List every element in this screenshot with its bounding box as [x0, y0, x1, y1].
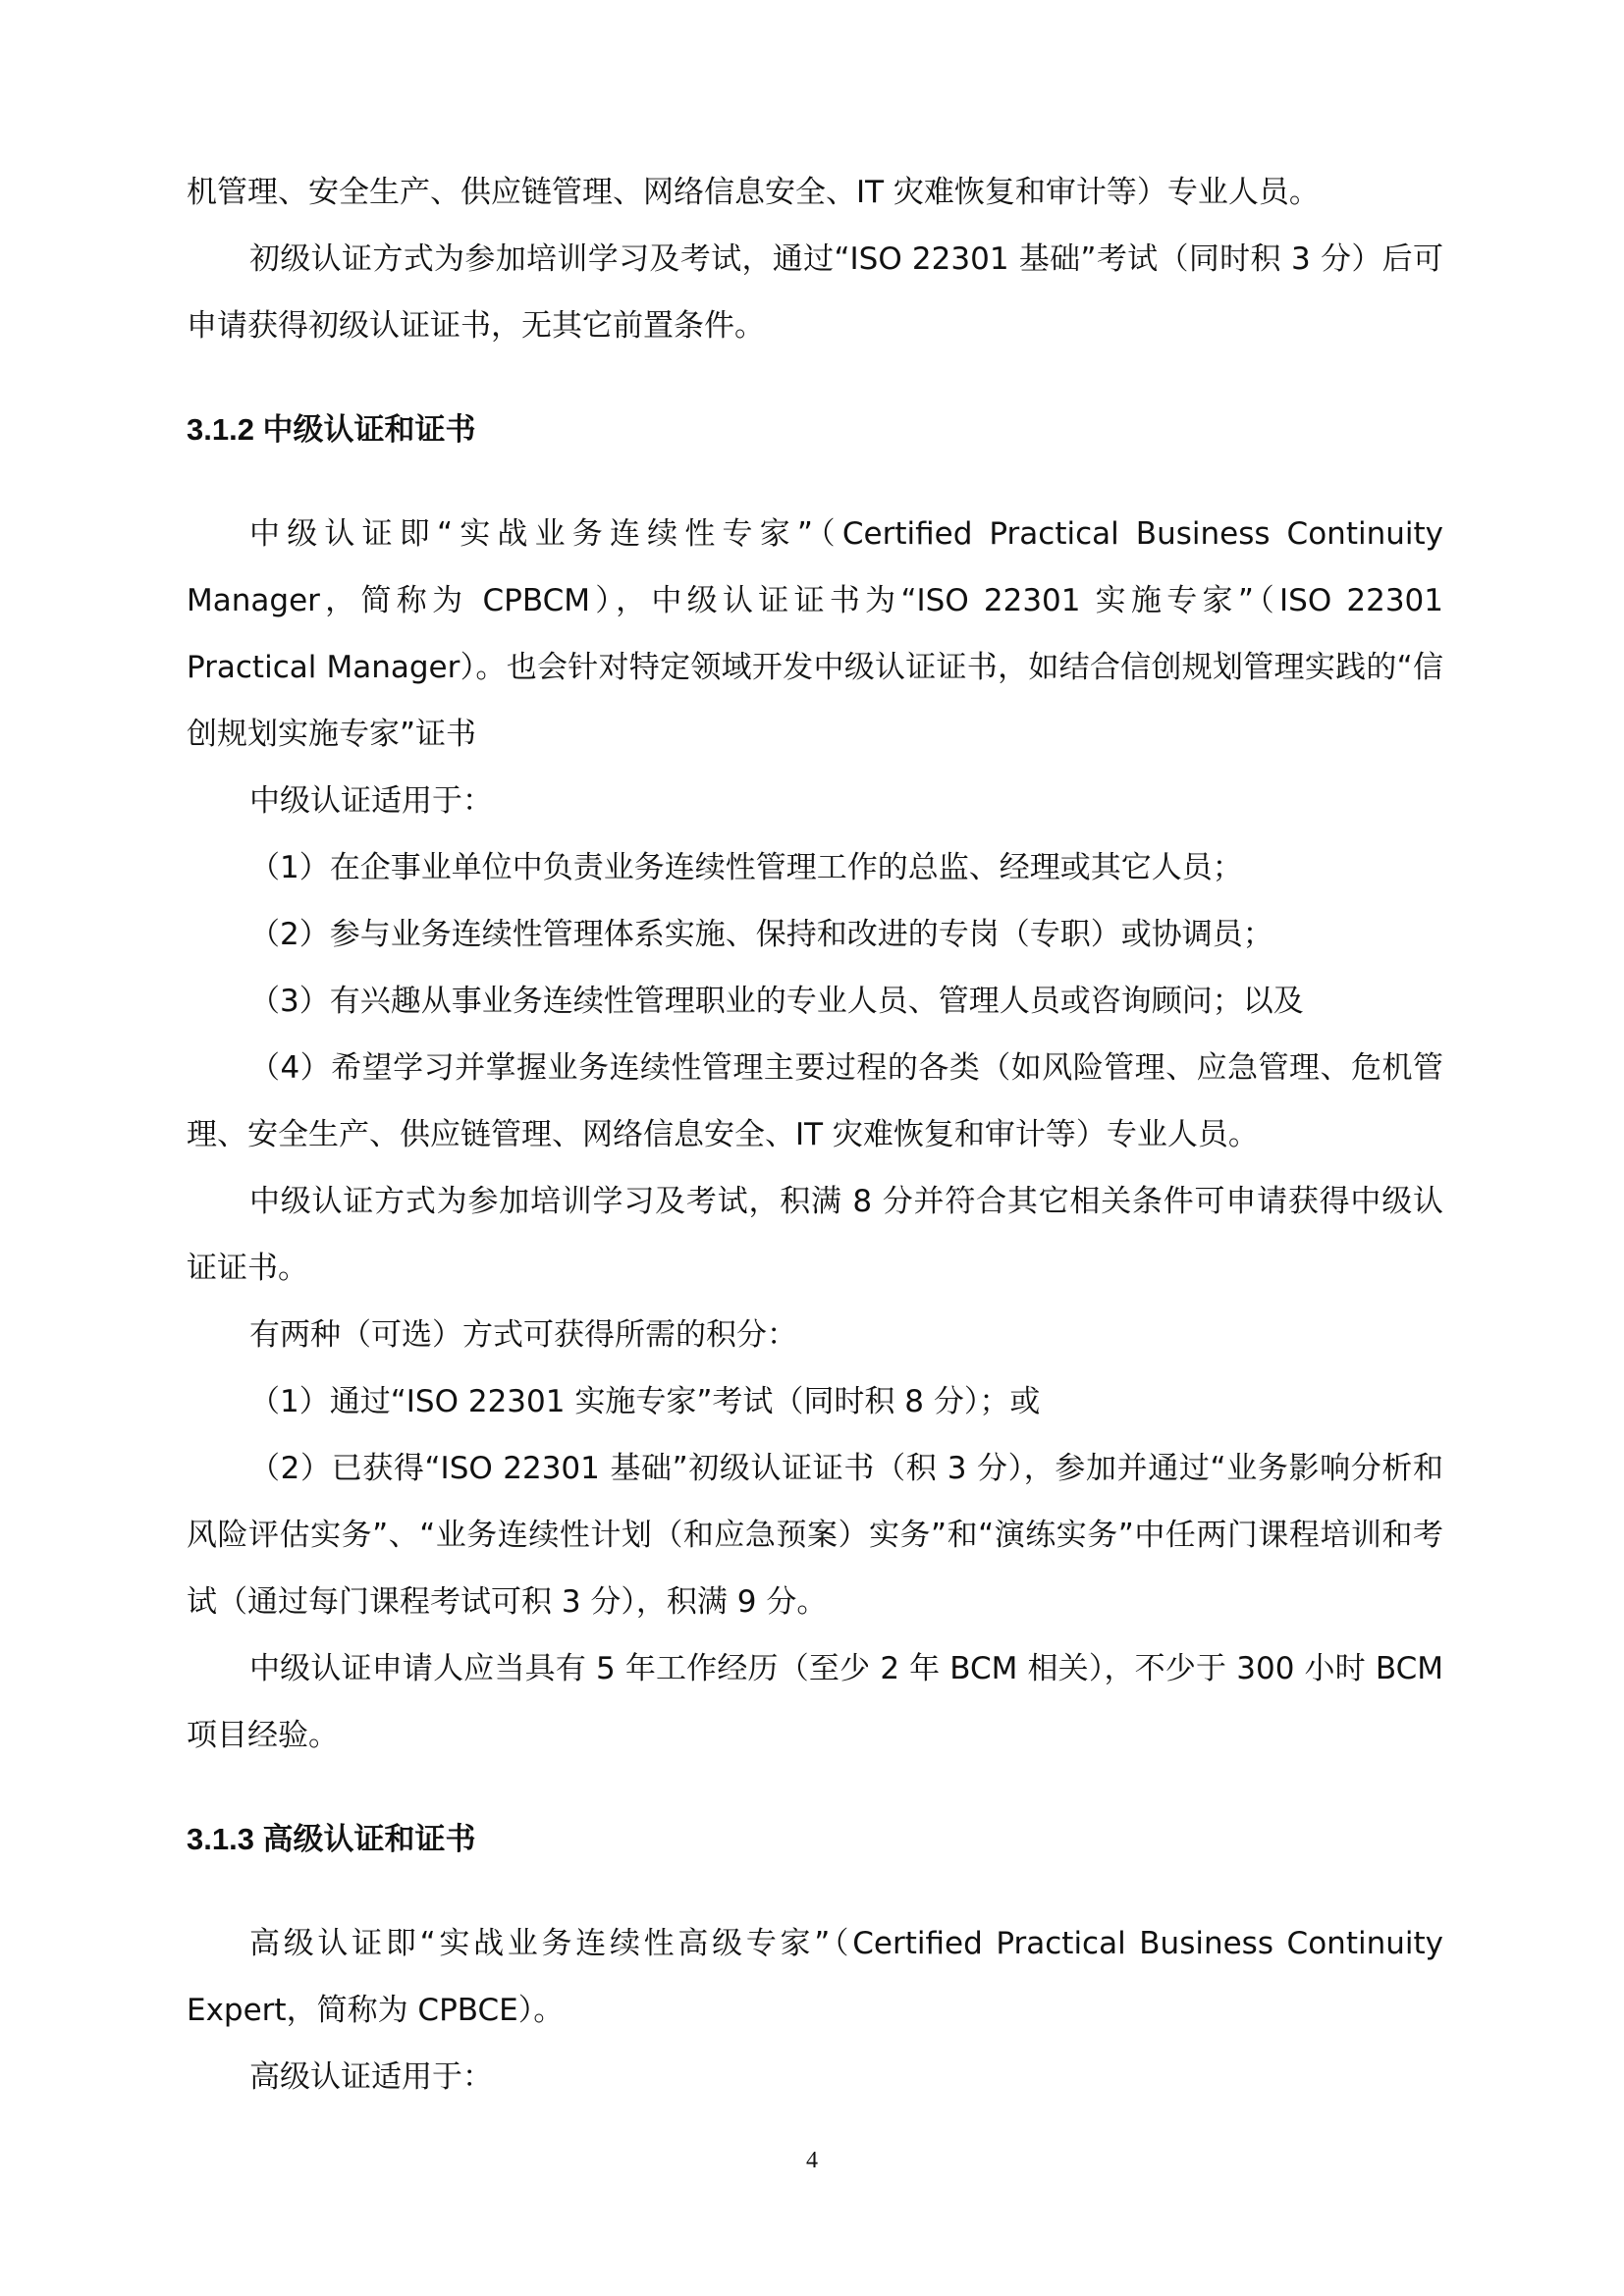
section-heading-3-1-2: 3.1.2 中级认证和证书	[187, 412, 476, 447]
list-item-3: （3）有兴趣从事业务连续性管理职业的专业人员、管理人员或咨询顾问；以及	[249, 984, 1304, 1019]
paragraph-continuation: 机管理、安全生产、供应链管理、网络信息安全、IT 灾难恢复和审计等）专业人员。	[187, 175, 1320, 210]
page-number: 4	[806, 2148, 818, 2173]
paragraph-intermediate-method: 中级认证方式为参加培训学习及考试，积满 8 分并符合其它相关条件可申请获得中级认证证书。	[187, 1184, 1443, 1286]
list-item-1: （1）在企事业单位中负责业务连续性管理工作的总监、经理或其它人员；	[249, 850, 1243, 885]
paragraph-senior-applicable-to: 高级认证适用于：	[249, 2059, 493, 2095]
paragraph-senior-definition: 高级认证即“实战业务连续性高级专家”（Certified Practical Business Continuity Expert，简称为 CPBCE）。	[187, 1926, 1443, 2028]
paragraph-junior-cert-method: 初级认证方式为参加培训学习及考试，通过“ISO 22301 基础”考试（同时积 3 分）后可申请获得初级认证证书，无其它前置条件。	[187, 241, 1443, 344]
page-body	[187, 159, 1443, 2110]
credit-option-2: （2）已获得“ISO 22301 基础”初级认证证书（积 3 分），参加并通过“业务影响分析和风险评估实务”、“业务连续性计划（和应急预案）实务”和“演练实务”中任两门课程培训和考试（通过每门课程考试可积 3 分），积满 9 分。	[187, 1451, 1443, 1620]
paragraph-credit-options: 有两种（可选）方式可获得所需的积分：	[249, 1317, 797, 1353]
paragraph-applicable-to: 中级认证适用于：	[249, 783, 493, 819]
paragraph-intermediate-definition: 中级认证即“实战业务连续性专家”（Certified Practical Business Continuity Manager，简称为 CPBCM），中级认证证书为“ISO 22301 实施专家”（ISO 22301 Practical Manager）。也会针对特定领域开发中级认证证书，如结合信创规划管理实践的“信创规划实施专家”证书	[187, 516, 1443, 752]
list-item-2: （2）参与业务连续性管理体系实施、保持和改进的专岗（专职）或协调员；	[249, 917, 1273, 952]
list-item-4: （4）希望学习并掌握业务连续性管理主要过程的各类（如风险管理、应急管理、危机管理、安全生产、供应链管理、网络信息安全、IT 灾难恢复和审计等）专业人员。	[187, 1050, 1443, 1152]
credit-option-1: （1）通过“ISO 22301 实施专家”考试（同时积 8 分）；或	[249, 1384, 1041, 1419]
section-heading-3-1-3: 3.1.3 高级认证和证书	[187, 1822, 476, 1856]
paragraph-experience-requirement: 中级认证申请人应当具有 5 年工作经历（至少 2 年 BCM 相关），不少于 300 小时 BCM 项目经验。	[187, 1651, 1443, 1753]
